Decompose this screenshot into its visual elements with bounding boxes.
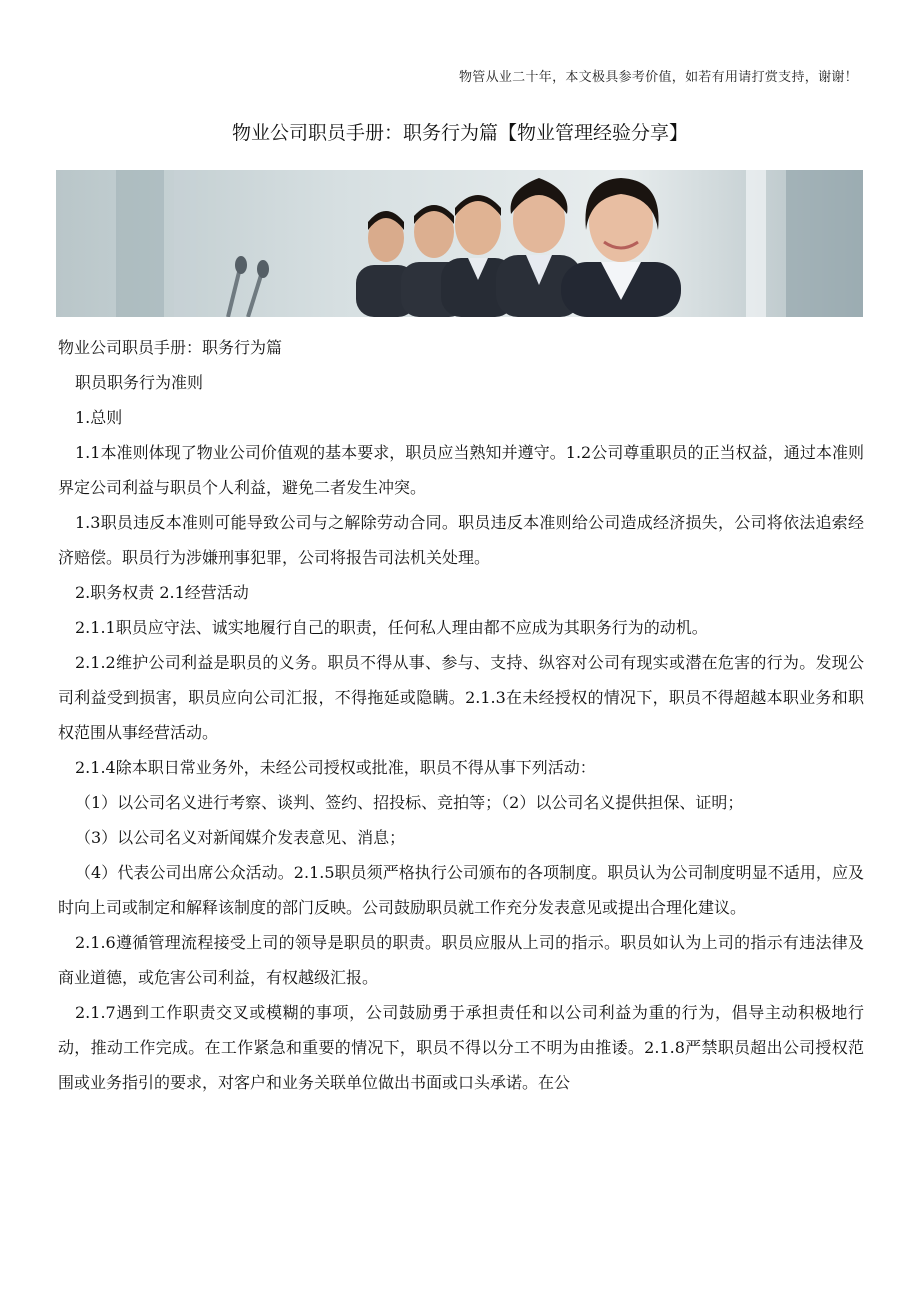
paragraph: 2.1.7遇到工作职责交叉或模糊的事项，公司鼓励勇于承担责任和以公司利益为重的行为，倡导主动积极地行动，推动工作完成。在工作紧急和重要的情况下，职员不得以分工不明为由推诿。2.1.8严禁职员超出公司授权范围或业务指引的要求，对客户和业务关联单位做出书面或口头承诺。在公: [58, 1003, 864, 1092]
paragraph: （1）以公司名义进行考察、谈判、签约、招投标、竞拍等；（2）以公司名义提供担保、证明；: [75, 793, 744, 812]
paragraph: 2.职务权责 2.1经营活动: [75, 583, 249, 602]
business-team-photo: [56, 170, 863, 317]
banner-image: [56, 170, 863, 317]
paragraph: 职员职务行为准则: [75, 373, 204, 392]
paragraph: 2.1.2维护公司利益是职员的义务。职员不得从事、参与、支持、纵容对公司有现实或潜在危害的行为。发现公司利益受到损害，职员应向公司汇报，不得拖延或隐瞒。2.1.3在未经授权的情况下，职员不得超越本职业务和职权范围从事经营活动。: [58, 653, 864, 742]
paragraph: 2.1.4除本职日常业务外，未经公司授权或批准，职员不得从事下列活动：: [75, 758, 596, 777]
paragraph: （3）以公司名义对新闻媒介发表意见、消息；: [75, 828, 406, 847]
paragraph: 2.1.6遵循管理流程接受上司的领导是职员的职责。职员应服从上司的指示。职员如认为上司的指示有违法律及商业道德，或危害公司利益，有权越级汇报。: [58, 933, 864, 987]
paragraph: 1.1本准则体现了物业公司价值观的基本要求，职员应当熟知并遵守。1.2公司尊重职员的正当权益，通过本准则界定公司利益与职员个人利益，避免二者发生冲突。: [58, 443, 864, 497]
header-note: 物管从业二十年，本文极具参考价值，如若有用请打赏支持，谢谢！: [458, 70, 858, 85]
paragraph: （4）代表公司出席公众活动。2.1.5职员须严格执行公司颁布的各项制度。职员认为公司制度明显不适用，应及时向上司或制定和解释该制度的部门反映。公司鼓励职员就工作充分发表意见或提出合理化建议。: [58, 863, 864, 917]
paragraph: 物业公司职员手册：职务行为篇: [58, 338, 283, 357]
document-title: 物业公司职员手册：职务行为篇【物业管理经验分享】: [231, 122, 688, 144]
paragraph: 1.3职员违反本准则可能导致公司与之解除劳动合同。职员违反本准则给公司造成经济损失，公司将依法追索经济赔偿。职员行为涉嫌刑事犯罪，公司将报告司法机关处理。: [58, 513, 864, 567]
document-body: [58, 330, 864, 1100]
paragraph: 1.总则: [75, 408, 123, 427]
paragraph: 2.1.1职员应守法、诚实地履行自己的职责，任何私人理由都不应成为其职务行为的动机。: [75, 618, 708, 637]
